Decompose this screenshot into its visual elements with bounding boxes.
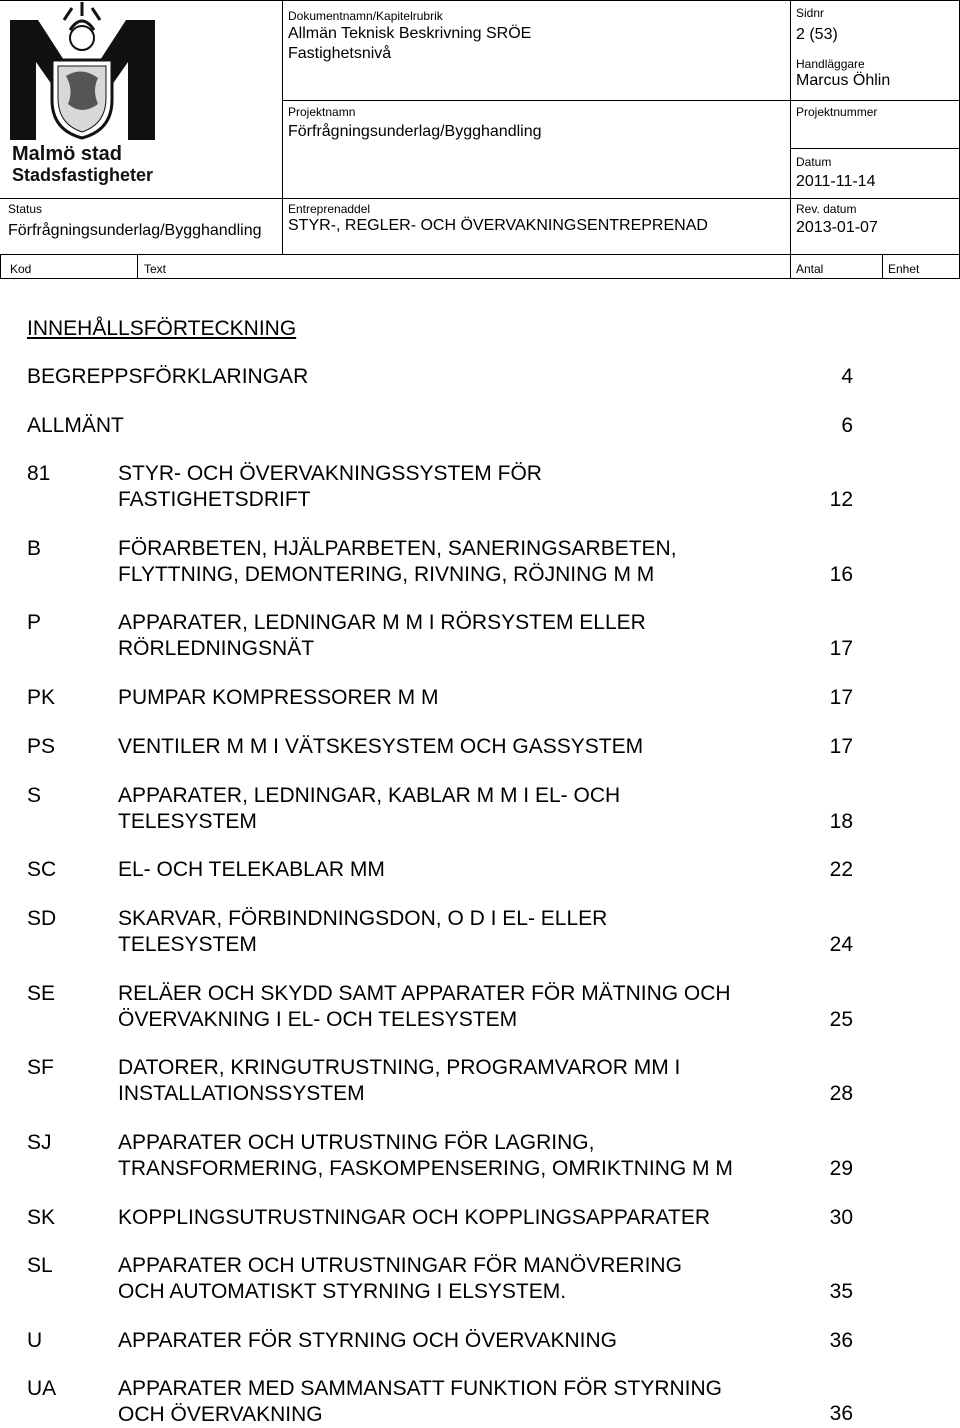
header-border-bottom	[0, 278, 960, 279]
page-number-label: Sidnr	[796, 6, 825, 20]
toc-entry-text	[118, 857, 798, 883]
toc-entry-page: 24	[829, 933, 853, 956]
toc-entry-page: 12	[829, 488, 853, 511]
toc-top-entry-page: 6	[841, 414, 853, 437]
toc-entry-line: SKARVAR, FÖRBINDNINGSDON, O D I EL- ELLER	[118, 907, 608, 930]
toc-entry-page: 17	[829, 686, 853, 709]
toc-entry-page: 16	[829, 563, 853, 586]
toc-entry-page: 36	[829, 1329, 853, 1352]
toc-entry-code: PK	[27, 686, 56, 709]
toc-entry-text	[118, 1253, 798, 1305]
toc-entry-text	[118, 610, 798, 662]
toc-entry-line: VENTILER M M I VÄTSKESYSTEM OCH GASSYSTEM	[118, 735, 644, 758]
toc-entry-code: P	[27, 611, 42, 634]
toc-entry-line: APPARATER, LEDNINGAR M M I RÖRSYSTEM ELLER	[118, 611, 646, 634]
toc-entry-text	[118, 1130, 798, 1182]
toc-entry-line: EL- OCH TELEKABLAR MM	[118, 858, 385, 881]
toc-entry-text	[118, 461, 798, 513]
page-number-value: 2 (53)	[796, 26, 838, 43]
toc-entry-line: FLYTTNING, DEMONTERING, RIVNING, RÖJNING M M	[118, 563, 655, 586]
toc-entry-text	[118, 1205, 798, 1231]
colhead-kod: Kod	[10, 262, 32, 276]
colhead-divider-3	[882, 254, 883, 278]
toc-entry-code: UA	[27, 1377, 57, 1400]
malmo-stad-logo	[0, 0, 280, 200]
toc-entry-page: 35	[829, 1280, 853, 1303]
colhead-border-left	[0, 254, 1, 278]
toc-entry-text	[118, 685, 798, 711]
logo-org-name: Malmö stad	[12, 143, 123, 165]
toc-entry-code: SD	[27, 907, 57, 930]
toc-entry-page: 36	[829, 1402, 853, 1425]
toc-entry-line: INSTALLATIONSSYSTEM	[118, 1082, 365, 1105]
toc-entry-line: ÖVERVAKNING I EL- OCH TELESYSTEM	[118, 1008, 518, 1031]
toc-entry-text	[118, 1376, 798, 1428]
toc-entry-page: 17	[829, 735, 853, 758]
header-divider-h4	[0, 254, 960, 255]
toc-entry-line: TELESYSTEM	[118, 933, 257, 956]
toc-entry-line: KOPPLINGSUTRUSTNINGAR OCH KOPPLINGSAPPARATER	[118, 1206, 710, 1229]
toc-entry-line: APPARATER OCH UTRUSTNING FÖR LAGRING,	[118, 1131, 595, 1154]
toc-entry-code: B	[27, 537, 42, 560]
colhead-antal: Antal	[796, 262, 824, 276]
toc-entry-text	[118, 734, 798, 760]
toc-entry-code: S	[27, 784, 42, 807]
header-divider-h1	[282, 100, 960, 101]
toc-entry-code: PS	[27, 735, 56, 758]
header-divider-v1	[282, 0, 283, 254]
logo-dept-name: Stadsfastigheter	[12, 165, 154, 185]
toc-entry-line: APPARATER FÖR STYRNING OCH ÖVERVAKNING	[118, 1329, 618, 1352]
toc-entry-line: APPARATER MED SAMMANSATT FUNKTION FÖR STYRNING	[118, 1377, 722, 1400]
toc-entry-code: SC	[27, 858, 57, 881]
toc-entry-page: 28	[829, 1082, 853, 1105]
colhead-divider-1	[137, 254, 138, 278]
toc-top-entry-text: BEGREPPSFÖRKLARINGAR	[27, 365, 309, 388]
doc-name-line1: Allmän Teknisk Beskrivning SRÖE	[288, 25, 532, 42]
toc-entry-text	[118, 906, 798, 958]
toc-entry-line: OCH AUTOMATISKT STYRNING I ELSYSTEM.	[118, 1280, 567, 1303]
toc-entry-line: PUMPAR KOMPRESSORER M M	[118, 686, 439, 709]
doc-name-line2: Fastighetsnivå	[288, 45, 392, 62]
toc-entry-text	[118, 981, 798, 1033]
toc-entry-code: SL	[27, 1254, 53, 1277]
project-name-value: Förfrågningsunderlag/Bygghandling	[288, 123, 542, 140]
handler-value: Marcus Öhlin	[796, 72, 891, 89]
toc-entry-line: APPARATER OCH UTRUSTNINGAR FÖR MANÖVRERING	[118, 1254, 682, 1277]
toc-entry-page: 22	[829, 858, 853, 881]
status-value: Förfrågningsunderlag/Bygghandling	[8, 222, 262, 239]
toc-entry-line: DATORER, KRINGUTRUSTNING, PROGRAMVAROR MM I	[118, 1056, 681, 1079]
toc-entry-text	[118, 783, 798, 835]
toc-title: INNEHÅLLSFÖRTECKNING	[27, 317, 297, 340]
toc-entry-page: 25	[829, 1008, 853, 1031]
toc-entry-line: TRANSFORMERING, FASKOMPENSERING, OMRIKTNING M M	[118, 1157, 733, 1180]
toc-entry-code: SE	[27, 982, 56, 1005]
contract-part-label: Entreprenaddel	[288, 202, 371, 216]
rev-date-value: 2013-01-07	[796, 219, 878, 236]
toc-top-entry-text: ALLMÄNT	[27, 414, 124, 437]
toc-entry-line: STYR- OCH ÖVERVAKNINGSSYSTEM FÖR	[118, 462, 542, 485]
status-label: Status	[8, 202, 43, 216]
toc-entry-code: U	[27, 1329, 43, 1352]
rev-date-label: Rev. datum	[796, 202, 857, 216]
project-name-label: Projektnamn	[288, 105, 356, 119]
toc-entry-code: SF	[27, 1056, 54, 1079]
doc-name-label: Dokumentnamn/Kapitelrubrik	[288, 9, 443, 23]
toc-entry-code: SJ	[27, 1131, 52, 1154]
colhead-text: Text	[144, 262, 167, 276]
toc-entry-code: SK	[27, 1206, 56, 1229]
project-number-label: Projektnummer	[796, 105, 878, 119]
toc-entry-text	[118, 536, 798, 588]
toc-entry-page: 29	[829, 1157, 853, 1180]
colhead-enhet: Enhet	[888, 262, 920, 276]
header-divider-v2	[790, 0, 791, 254]
date-value: 2011-11-14	[796, 173, 876, 190]
colhead-divider-2	[790, 254, 791, 278]
toc-entry-line: RELÄER OCH SKYDD SAMT APPARATER FÖR MÄTNING OCH	[118, 982, 731, 1005]
toc-entry-line: OCH ÖVERVAKNING	[118, 1403, 323, 1426]
toc-entry-code: 81	[27, 462, 51, 485]
toc-entry-page: 17	[829, 637, 853, 660]
toc-entry-text	[118, 1055, 798, 1107]
toc-entry-line: APPARATER, LEDNINGAR, KABLAR M M I EL- OCH	[118, 784, 621, 807]
toc-entry-line: FASTIGHETSDRIFT	[118, 488, 311, 511]
toc-entry-line: TELESYSTEM	[118, 810, 257, 833]
toc-entry-line: FÖRARBETEN, HJÄLPARBETEN, SANERINGSARBETEN,	[118, 537, 677, 560]
date-label: Datum	[796, 155, 832, 169]
toc-entry-page: 18	[829, 810, 853, 833]
header-divider-h2	[790, 148, 960, 149]
document-header	[0, 0, 960, 278]
handler-label: Handläggare	[796, 57, 865, 71]
toc-entry-line: RÖRLEDNINGSNÄT	[118, 637, 315, 660]
contract-part-value: STYR-, REGLER- OCH ÖVERVAKNINGSENTREPRENAD	[288, 217, 708, 234]
toc-entry-text	[118, 1328, 798, 1354]
toc-entry-page: 30	[829, 1206, 853, 1229]
toc-top-entry-page: 4	[841, 365, 853, 388]
